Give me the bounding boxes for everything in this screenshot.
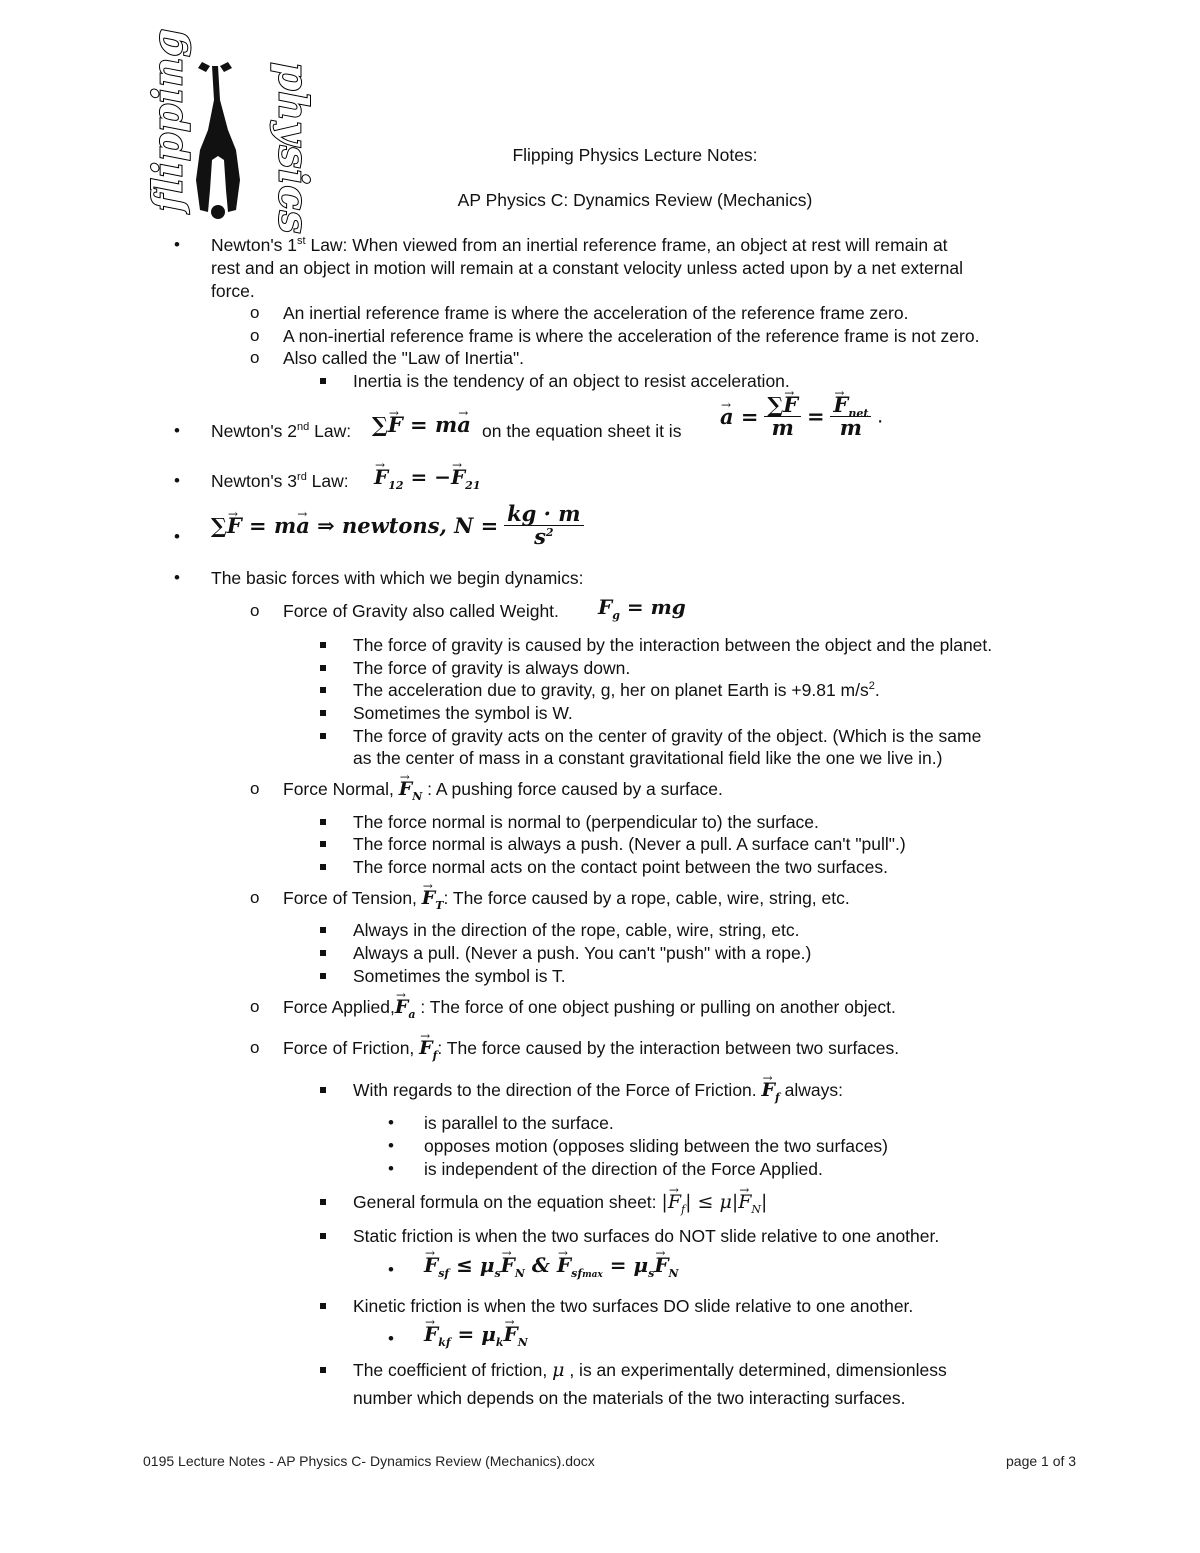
newton-unit-equation: ∑→ F = m→ a ⇒ newtons, N = $\frac{kg \cdot m}{s^2}$ [211,503,584,548]
friction-direction: With regards to the direction of the Force of Friction. → $F_f$ always: [353,1079,843,1101]
square-bullet [320,973,326,979]
superscript: st [297,235,306,248]
newton1-line2: rest and an object in motion will remain at a constant velocity unless acted upon by a net external [211,258,963,278]
square-bullet [320,665,326,671]
footer-page-number: page 1 of 3 [1006,1453,1077,1469]
square-bullet [320,378,326,384]
bullet [174,234,180,256]
text: Force of Friction, [283,1038,420,1058]
newton3-equation: → $F_{12}$ = −→ $F_{21}$ [374,466,480,489]
tension-line: Force of Tension, → $F_T$: The force caused by a rope, cable, wire, string, etc. [283,887,850,909]
text: : A pushing force caused by a surface. [427,779,723,799]
bullet [388,1259,394,1281]
list-item: The force normal is normal to (perpendicular to) the surface. [353,812,819,832]
text: Newton's 1 [211,235,298,255]
list-item-continued: as the center of mass in a constant gravitational field like the one we live in.) [353,748,943,768]
square-bullet [320,864,326,870]
square-bullet [320,1303,326,1309]
circle-bullet [250,302,259,324]
newton1-line1 [211,234,948,256]
square-bullet [320,1087,326,1093]
superscript: 2 [868,680,875,693]
gravity-equation: $F_g$ = mg [598,595,686,622]
square-bullet [320,841,326,847]
bullet [174,567,180,589]
unit-name: newtons, N [342,512,474,538]
list-item: The force normal acts on the contact point between the two surfaces. [353,857,889,877]
square-bullet [320,1367,326,1373]
friction-coefficient-continued: number which depends on the materials of the two interacting surfaces. [353,1388,906,1408]
list-item: is parallel to the surface. [424,1113,614,1133]
newton2-mid-text: on the equation sheet it is [482,421,682,441]
square-bullet [320,950,326,956]
list-item: Always a pull. (Never a push. You can't "push" with a rope.) [353,943,812,963]
page-title: Flipping Physics Lecture Notes: [512,145,758,165]
friction-coefficient: The coefficient of friction, μ , is an experimentally determined, dimensionless [353,1359,947,1381]
list-item: Sometimes the symbol is W. [353,703,573,723]
text: Force Normal, [283,779,399,799]
text: The acceleration due to gravity, g, her on planet Earth is +9.81 m/s [353,680,869,700]
text: Force of Tension, [283,888,422,908]
footer-filename: 0195 Lecture Notes - AP Physics C- Dynamics Review (Mechanics).docx [143,1453,595,1469]
superscript: rd [297,471,307,484]
list-item: is independent of the direction of the Force Applied. [424,1159,823,1179]
bullet [388,1135,394,1157]
kinetic-friction-equation: → $F_{kf} = \mu_k\to F_N$ [424,1323,528,1346]
circle-bullet [250,887,259,909]
newton1-line3: force. [211,281,255,301]
text: Newton's 2 [211,421,298,441]
list-item: Kinetic friction is when the two surfaces DO slide relative to one another. [353,1296,914,1316]
page-subtitle: AP Physics C: Dynamics Review (Mechanics) [457,190,813,210]
bullet [174,526,180,548]
text: : The force caused by a rope, cable, wire, string, etc. [443,888,850,908]
text: , is an experimentally determined, dimensionless [569,1360,947,1380]
friction-general: General formula on the equation sheet: |→ $F_f| \le \mu|\to F_N|$ [353,1191,767,1213]
text: Newton's 3 [211,471,298,491]
newton2-equation: ∑→ F = m→ a [372,414,471,437]
text: : The force caused by the interaction between two surfaces. [437,1038,900,1058]
bullet [388,1112,394,1134]
square-bullet [320,687,326,693]
square-bullet [320,710,326,716]
logo-word-flipping: flipping [144,27,192,212]
list-item: opposes motion (opposes sliding between the two surfaces) [424,1136,889,1156]
square-bullet [320,1199,326,1205]
list-item: Sometimes the symbol is T. [353,966,566,986]
newton3-line [211,470,349,492]
list-item: The force of gravity acts on the center of gravity of the object. (Which is the same [353,726,982,746]
list-item: Static friction is when the two surfaces do NOT slide relative to one another. [353,1226,940,1246]
logo-word-physics: physics [269,62,317,235]
list-item: Inertia is the tendency of an object to resist acceleration. [353,371,790,391]
circle-bullet [250,347,259,369]
bullet [388,1158,394,1180]
list-item: A non-inertial reference frame is where the acceleration of the reference frame is not zero. [283,326,980,346]
square-bullet [320,1233,326,1239]
normal-line: Force Normal, → $F_N$ : A pushing force caused by a surface. [283,778,723,800]
text: Force Applied, [283,997,395,1017]
forces-intro: The basic forces with which we begin dynamics: [211,568,584,588]
text: With regards to the direction of the Force of Friction. [353,1080,762,1100]
bullet [388,1328,394,1350]
circle-bullet [250,996,259,1018]
text: : The force of one object pushing or pulling on another object. [420,997,896,1017]
circle-bullet [250,778,259,800]
square-bullet [320,819,326,825]
newton2-line [211,420,351,442]
list-item: An inertial reference frame is where the acceleration of the reference frame zero. [283,303,909,323]
static-friction-equation: → $F_{sf} \le \mu_s\to F_N$ & → $F_{sfmax} = \mu_s\to F_N$ [424,1254,679,1277]
text: Law: When viewed from an inertial reference frame, an object at rest will remain at [305,235,948,255]
text: always: [779,1080,843,1100]
bullet [174,420,180,442]
bullet [174,470,180,492]
text: General formula on the equation sheet: [353,1192,662,1212]
circle-bullet [250,600,259,622]
circle-bullet [250,1037,259,1059]
list-item: Also called the "Law of Inertia". [283,348,525,368]
square-bullet [320,927,326,933]
circle-bullet [250,325,259,347]
newton2-sheet-equation: → a = $\frac{\sum\to F}{m}$ = → $\frac{F_{net}}{m}$ . [720,394,883,439]
list-item: Always in the direction of the rope, cable, wire, string, etc. [353,920,800,940]
list-item: The force normal is always a push. (Never a pull. A surface can't "pull".) [353,834,906,854]
text: Law: [309,421,352,441]
superscript: nd [297,421,310,434]
gravity-title: Force of Gravity also called Weight. [283,601,559,621]
list-item: The force of gravity is caused by the interaction between the object and the planet. [353,635,993,655]
square-bullet [320,733,326,739]
list-item: The force of gravity is always down. [353,658,631,678]
friction-line: Force of Friction, → $F_f$: The force caused by the interaction between two surfaces. [283,1037,899,1059]
text: The coefficient of friction, [353,1360,553,1380]
applied-line: Force Applied,→ $F_a$ : The force of one object pushing or pulling on another object. [283,996,896,1018]
text: Law: [306,471,349,491]
list-item: The acceleration due to gravity, g, her on planet Earth is +9.81 $m/s^2$. [353,680,880,700]
square-bullet [320,642,326,648]
